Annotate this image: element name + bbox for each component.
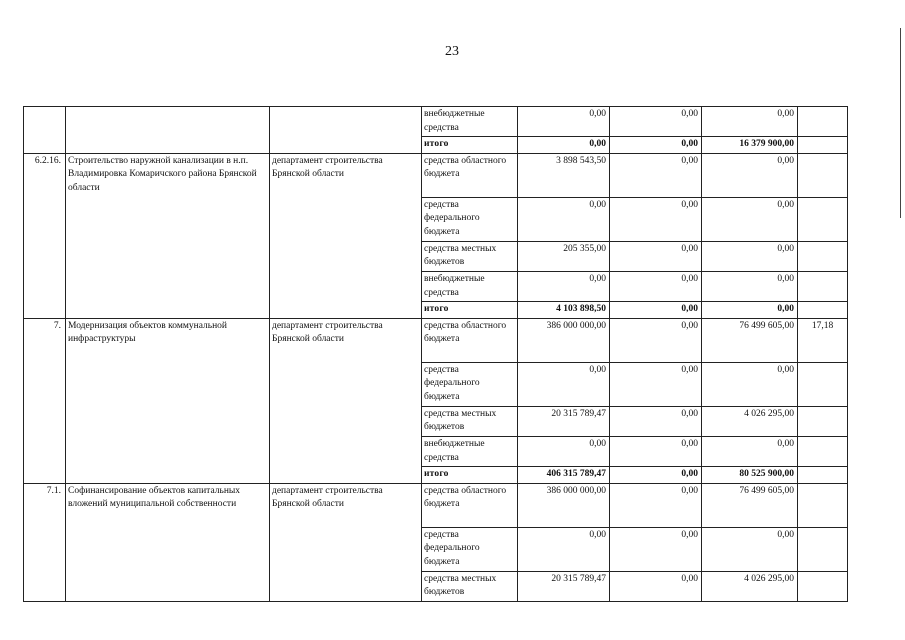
amount-3: 4 026 295,00 (702, 406, 798, 436)
share-percent (798, 271, 848, 301)
share-percent (798, 302, 848, 319)
share-percent (798, 483, 848, 527)
share-percent (798, 197, 848, 241)
amount-2: 0,00 (610, 197, 702, 241)
amount-1: 0,00 (518, 527, 610, 571)
share-percent (798, 527, 848, 571)
table-row (24, 153, 848, 197)
funding-source: внебюджетные средства (422, 436, 518, 466)
funding-source: внебюджетные средства (422, 107, 518, 137)
budget-table (23, 106, 848, 602)
amount-3: 76 499 605,00 (702, 483, 798, 527)
measure-name: Софинансирование объектов капитальных вложений муниципальной собственности (66, 483, 270, 601)
amount-2: 0,00 (610, 318, 702, 362)
amount-1: 386 000 000,00 (518, 318, 610, 362)
amount-1: 20 315 789,47 (518, 571, 610, 601)
share-percent (798, 436, 848, 466)
funding-source: средства федерального бюджета (422, 197, 518, 241)
measure-name (66, 107, 270, 154)
amount-3: 0,00 (702, 197, 798, 241)
amount-3: 0,00 (702, 527, 798, 571)
funding-source: итого (422, 467, 518, 484)
page-number: 23 (445, 44, 459, 59)
measure-name: Строительство наружной канализации в н.п. Владимировка Комаричского района Брянской области (66, 153, 270, 318)
amount-2: 0,00 (610, 527, 702, 571)
funding-source: внебюджетные средства (422, 271, 518, 301)
amount-1: 0,00 (518, 271, 610, 301)
amount-3: 0,00 (702, 436, 798, 466)
table-row (24, 483, 848, 527)
amount-3: 4 026 295,00 (702, 571, 798, 601)
funding-source: средства федерального бюджета (422, 527, 518, 571)
share-percent (798, 153, 848, 197)
amount-1: 4 103 898,50 (518, 302, 610, 319)
funding-source: средства областного бюджета (422, 153, 518, 197)
amount-2: 0,00 (610, 107, 702, 137)
amount-1: 0,00 (518, 107, 610, 137)
amount-2: 0,00 (610, 467, 702, 484)
amount-1: 386 000 000,00 (518, 483, 610, 527)
amount-3: 0,00 (702, 153, 798, 197)
amount-1: 0,00 (518, 436, 610, 466)
department: департамент строительства Брянской области (270, 318, 422, 483)
share-percent (798, 241, 848, 271)
margin-line (900, 28, 901, 218)
amount-3: 0,00 (702, 271, 798, 301)
amount-2: 0,00 (610, 406, 702, 436)
department (270, 107, 422, 154)
amount-1: 406 315 789,47 (518, 467, 610, 484)
amount-2: 0,00 (610, 271, 702, 301)
funding-source: итого (422, 302, 518, 319)
amount-2: 0,00 (610, 137, 702, 154)
funding-source: итого (422, 137, 518, 154)
amount-2: 0,00 (610, 153, 702, 197)
share-percent (798, 467, 848, 484)
row-number: 7. (24, 318, 66, 483)
department: департамент строительства Брянской области (270, 153, 422, 318)
funding-source: средства местных бюджетов (422, 241, 518, 271)
amount-3: 0,00 (702, 302, 798, 319)
amount-2: 0,00 (610, 302, 702, 319)
amount-1: 205 355,00 (518, 241, 610, 271)
share-percent (798, 137, 848, 154)
amount-1: 0,00 (518, 137, 610, 154)
funding-source: средства местных бюджетов (422, 406, 518, 436)
department: департамент строительства Брянской области (270, 483, 422, 601)
amount-2: 0,00 (610, 362, 702, 406)
amount-3: 76 499 605,00 (702, 318, 798, 362)
table-row (24, 107, 848, 137)
amount-2: 0,00 (610, 571, 702, 601)
funding-source: средства федерального бюджета (422, 362, 518, 406)
share-percent: 17,18 (798, 318, 848, 362)
amount-2: 0,00 (610, 241, 702, 271)
measure-name: Модернизация объектов коммунальной инфраструктуры (66, 318, 270, 483)
row-number: 6.2.16. (24, 153, 66, 318)
amount-3: 0,00 (702, 362, 798, 406)
amount-3: 80 525 900,00 (702, 467, 798, 484)
share-percent (798, 571, 848, 601)
amount-1: 20 315 789,47 (518, 406, 610, 436)
amount-3: 16 379 900,00 (702, 137, 798, 154)
amount-3: 0,00 (702, 107, 798, 137)
funding-source: средства местных бюджетов (422, 571, 518, 601)
amount-3: 0,00 (702, 241, 798, 271)
share-percent (798, 107, 848, 137)
row-number: 7.1. (24, 483, 66, 601)
share-percent (798, 406, 848, 436)
amount-1: 0,00 (518, 197, 610, 241)
amount-1: 0,00 (518, 362, 610, 406)
funding-source: средства областного бюджета (422, 483, 518, 527)
amount-2: 0,00 (610, 483, 702, 527)
funding-source: средства областного бюджета (422, 318, 518, 362)
amount-1: 3 898 543,50 (518, 153, 610, 197)
table-row (24, 318, 848, 362)
amount-2: 0,00 (610, 436, 702, 466)
share-percent (798, 362, 848, 406)
row-number (24, 107, 66, 154)
